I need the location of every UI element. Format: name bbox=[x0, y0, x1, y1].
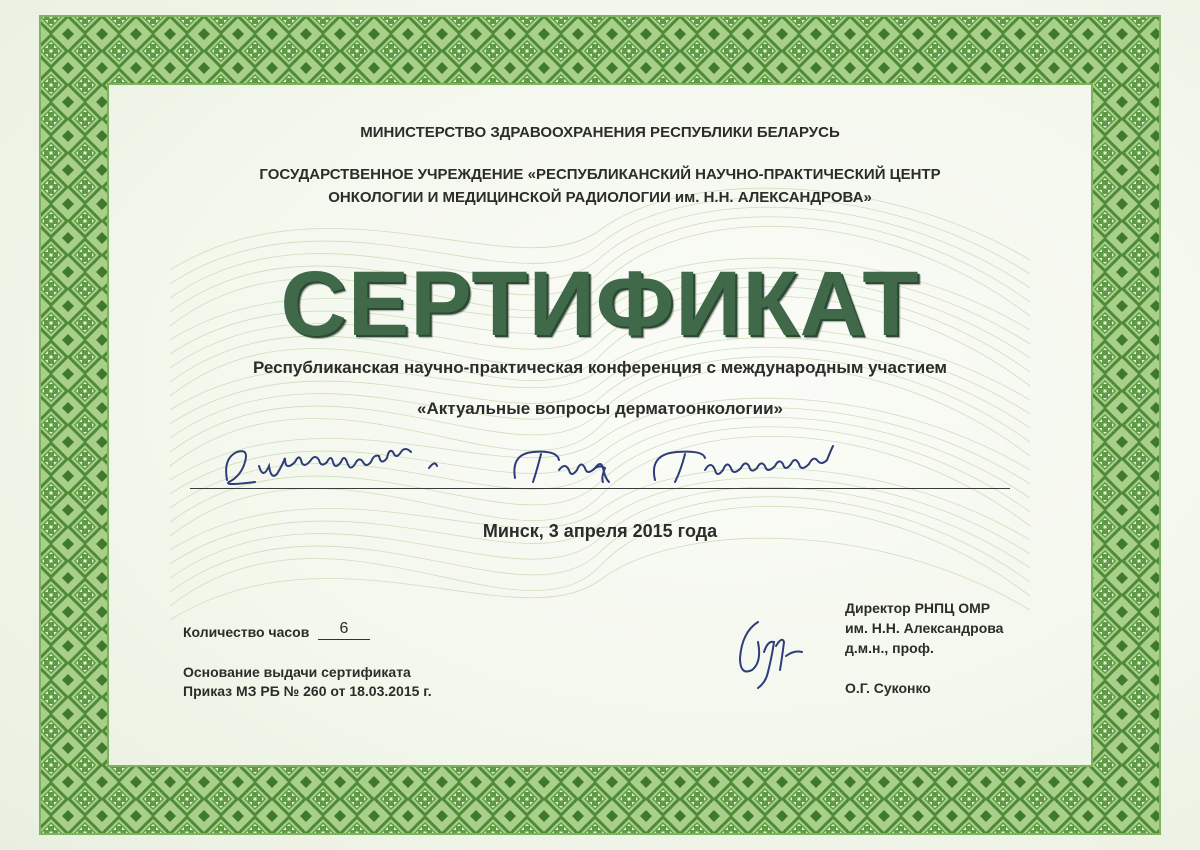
hours-value: 6 bbox=[318, 620, 370, 640]
signatory-position: Директор РНПЦ ОМР bbox=[845, 600, 991, 616]
institution-line-1: ГОСУДАРСТВЕННОЕ УЧРЕЖДЕНИЕ «РЕСПУБЛИКАНСКИЙ НАУЧНО-ПРАКТИЧЕСКИЙ ЦЕНТР bbox=[259, 166, 941, 183]
signatory-organization: им. Н.Н. Александрова bbox=[845, 620, 1004, 636]
conference-topic: «Актуальные вопросы дерматоонкологии» bbox=[417, 399, 783, 418]
director-signature-icon bbox=[728, 612, 828, 692]
certificate-title: СЕРТИФИКАТ bbox=[280, 253, 920, 355]
recipient-name-line bbox=[190, 488, 1010, 489]
ministry-heading: МИНИСТЕРСТВО ЗДРАВООХРАНЕНИЯ РЕСПУБЛИКИ БЕЛАРУСЬ bbox=[360, 124, 840, 141]
hours-label: Количество часов bbox=[183, 624, 310, 640]
place-and-date: Минск, 3 апреля 2015 года bbox=[482, 521, 718, 541]
signatory-degree: д.м.н., проф. bbox=[845, 640, 934, 656]
basis-order: Приказ МЗ РБ № 260 от 18.03.2015 г. bbox=[183, 683, 432, 699]
conference-name: Республиканская научно-практическая конференция с международным участием bbox=[253, 358, 947, 377]
signatory-name: О.Г. Суконко bbox=[845, 680, 931, 696]
institution-line-2: ОНКОЛОГИИ И МЕДИЦИНСКОЙ РАДИОЛОГИИ им. Н.Н. АЛЕКСАНДРОВА» bbox=[328, 189, 872, 206]
basis-label: Основание выдачи сертификата bbox=[183, 664, 411, 680]
